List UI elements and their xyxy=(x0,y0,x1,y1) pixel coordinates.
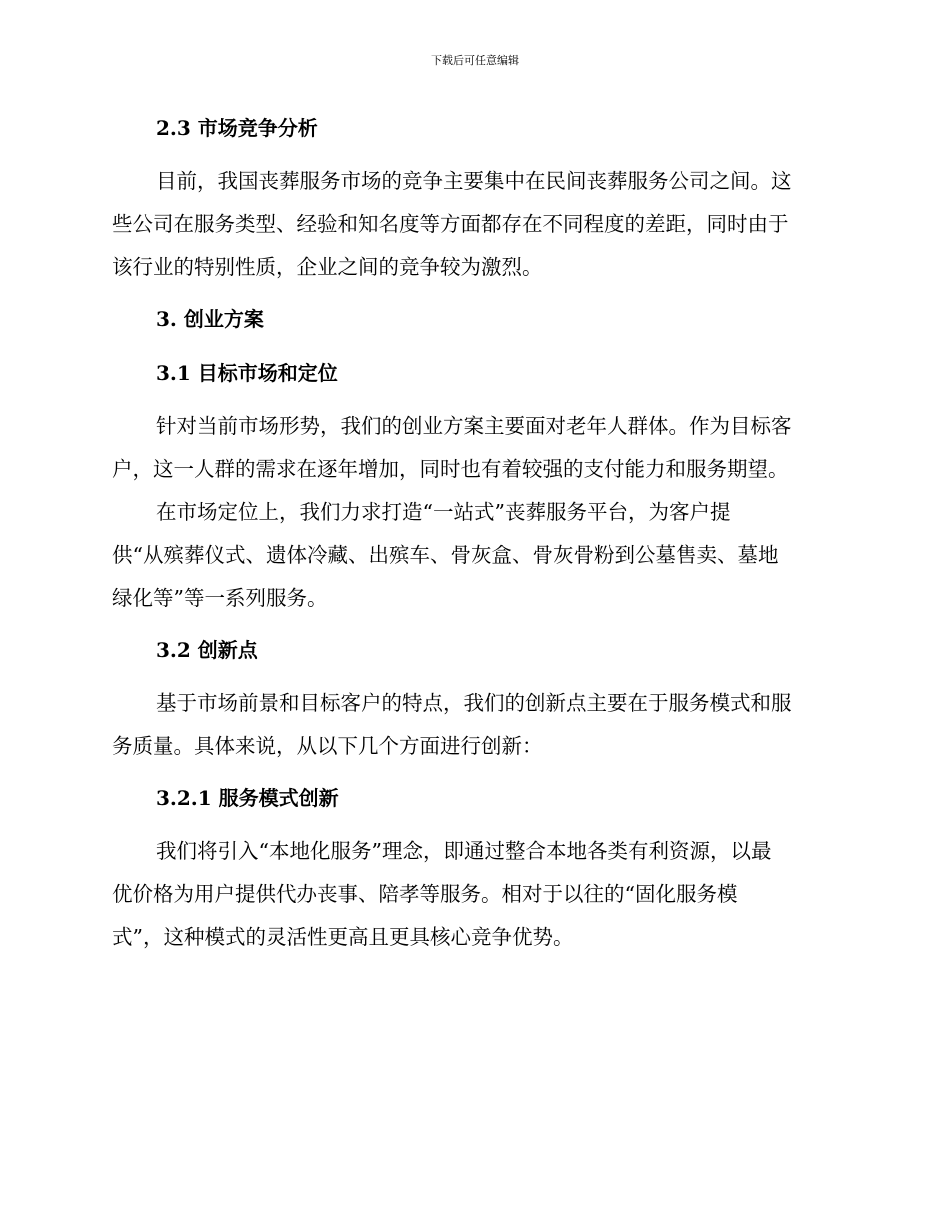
heading-3-2: 3.2 创新点 xyxy=(156,638,258,662)
paragraph-line: 务质量。具体来说，从以下几个方面进行创新： xyxy=(112,734,543,758)
paragraph-line: 户，这一人群的需求在逐年增加，同时也有着较强的支付能力和服务期望。 xyxy=(112,457,789,481)
paragraph-3-2-1 xyxy=(112,830,832,959)
paragraph-line: 针对当前市场形势，我们的创业方案主要面对老年人群体。作为目标客 xyxy=(156,414,792,438)
paragraph-3-1-b xyxy=(112,491,832,620)
paragraph-line: 该行业的特别性质，企业之间的竞争较为激烈。 xyxy=(112,255,543,279)
paragraph-line: 供“从殡葬仪式、遗体冷藏、出殡车、骨灰盒、骨灰骨粉到公墓售卖、墓地 xyxy=(112,543,779,567)
paragraph-line: 优价格为用户提供代办丧事、陪孝等服务。相对于以往的“固化服务模 xyxy=(112,882,738,906)
paragraph-3-2 xyxy=(112,682,832,768)
heading-3: 3. 创业方案 xyxy=(156,307,264,331)
heading-3-2-1: 3.2.1 服务模式创新 xyxy=(156,786,339,810)
paragraph-line: 基于市场前景和目标客户的特点，我们的创新点主要在于服务模式和服 xyxy=(156,691,792,715)
paragraph-line: 我们将引入“本地化服务”理念，即通过整合本地各类有利资源，以最 xyxy=(156,839,772,863)
page-header: 下载后可任意编辑 xyxy=(431,54,519,67)
paragraph-line: 目前，我国丧葬服务市场的竞争主要集中在民间丧葬服务公司之间。这 xyxy=(156,169,792,193)
paragraph-2-3 xyxy=(112,160,832,289)
paragraph-line: 些公司在服务类型、经验和知名度等方面都存在不同程度的差距，同时由于 xyxy=(112,212,789,236)
document-body xyxy=(112,112,832,959)
paragraph-line: 绿化等”等一系列服务。 xyxy=(112,586,328,610)
paragraph-3-1-a xyxy=(112,405,832,491)
heading-2-3: 2.3 市场竞争分析 xyxy=(156,116,318,140)
heading-3-1: 3.1 目标市场和定位 xyxy=(156,361,338,385)
paragraph-line: 在市场定位上，我们力求打造“一站式”丧葬服务平台，为客户提 xyxy=(156,500,731,524)
paragraph-line: 式”，这种模式的灵活性更高且更具核心竞争优势。 xyxy=(112,925,574,949)
